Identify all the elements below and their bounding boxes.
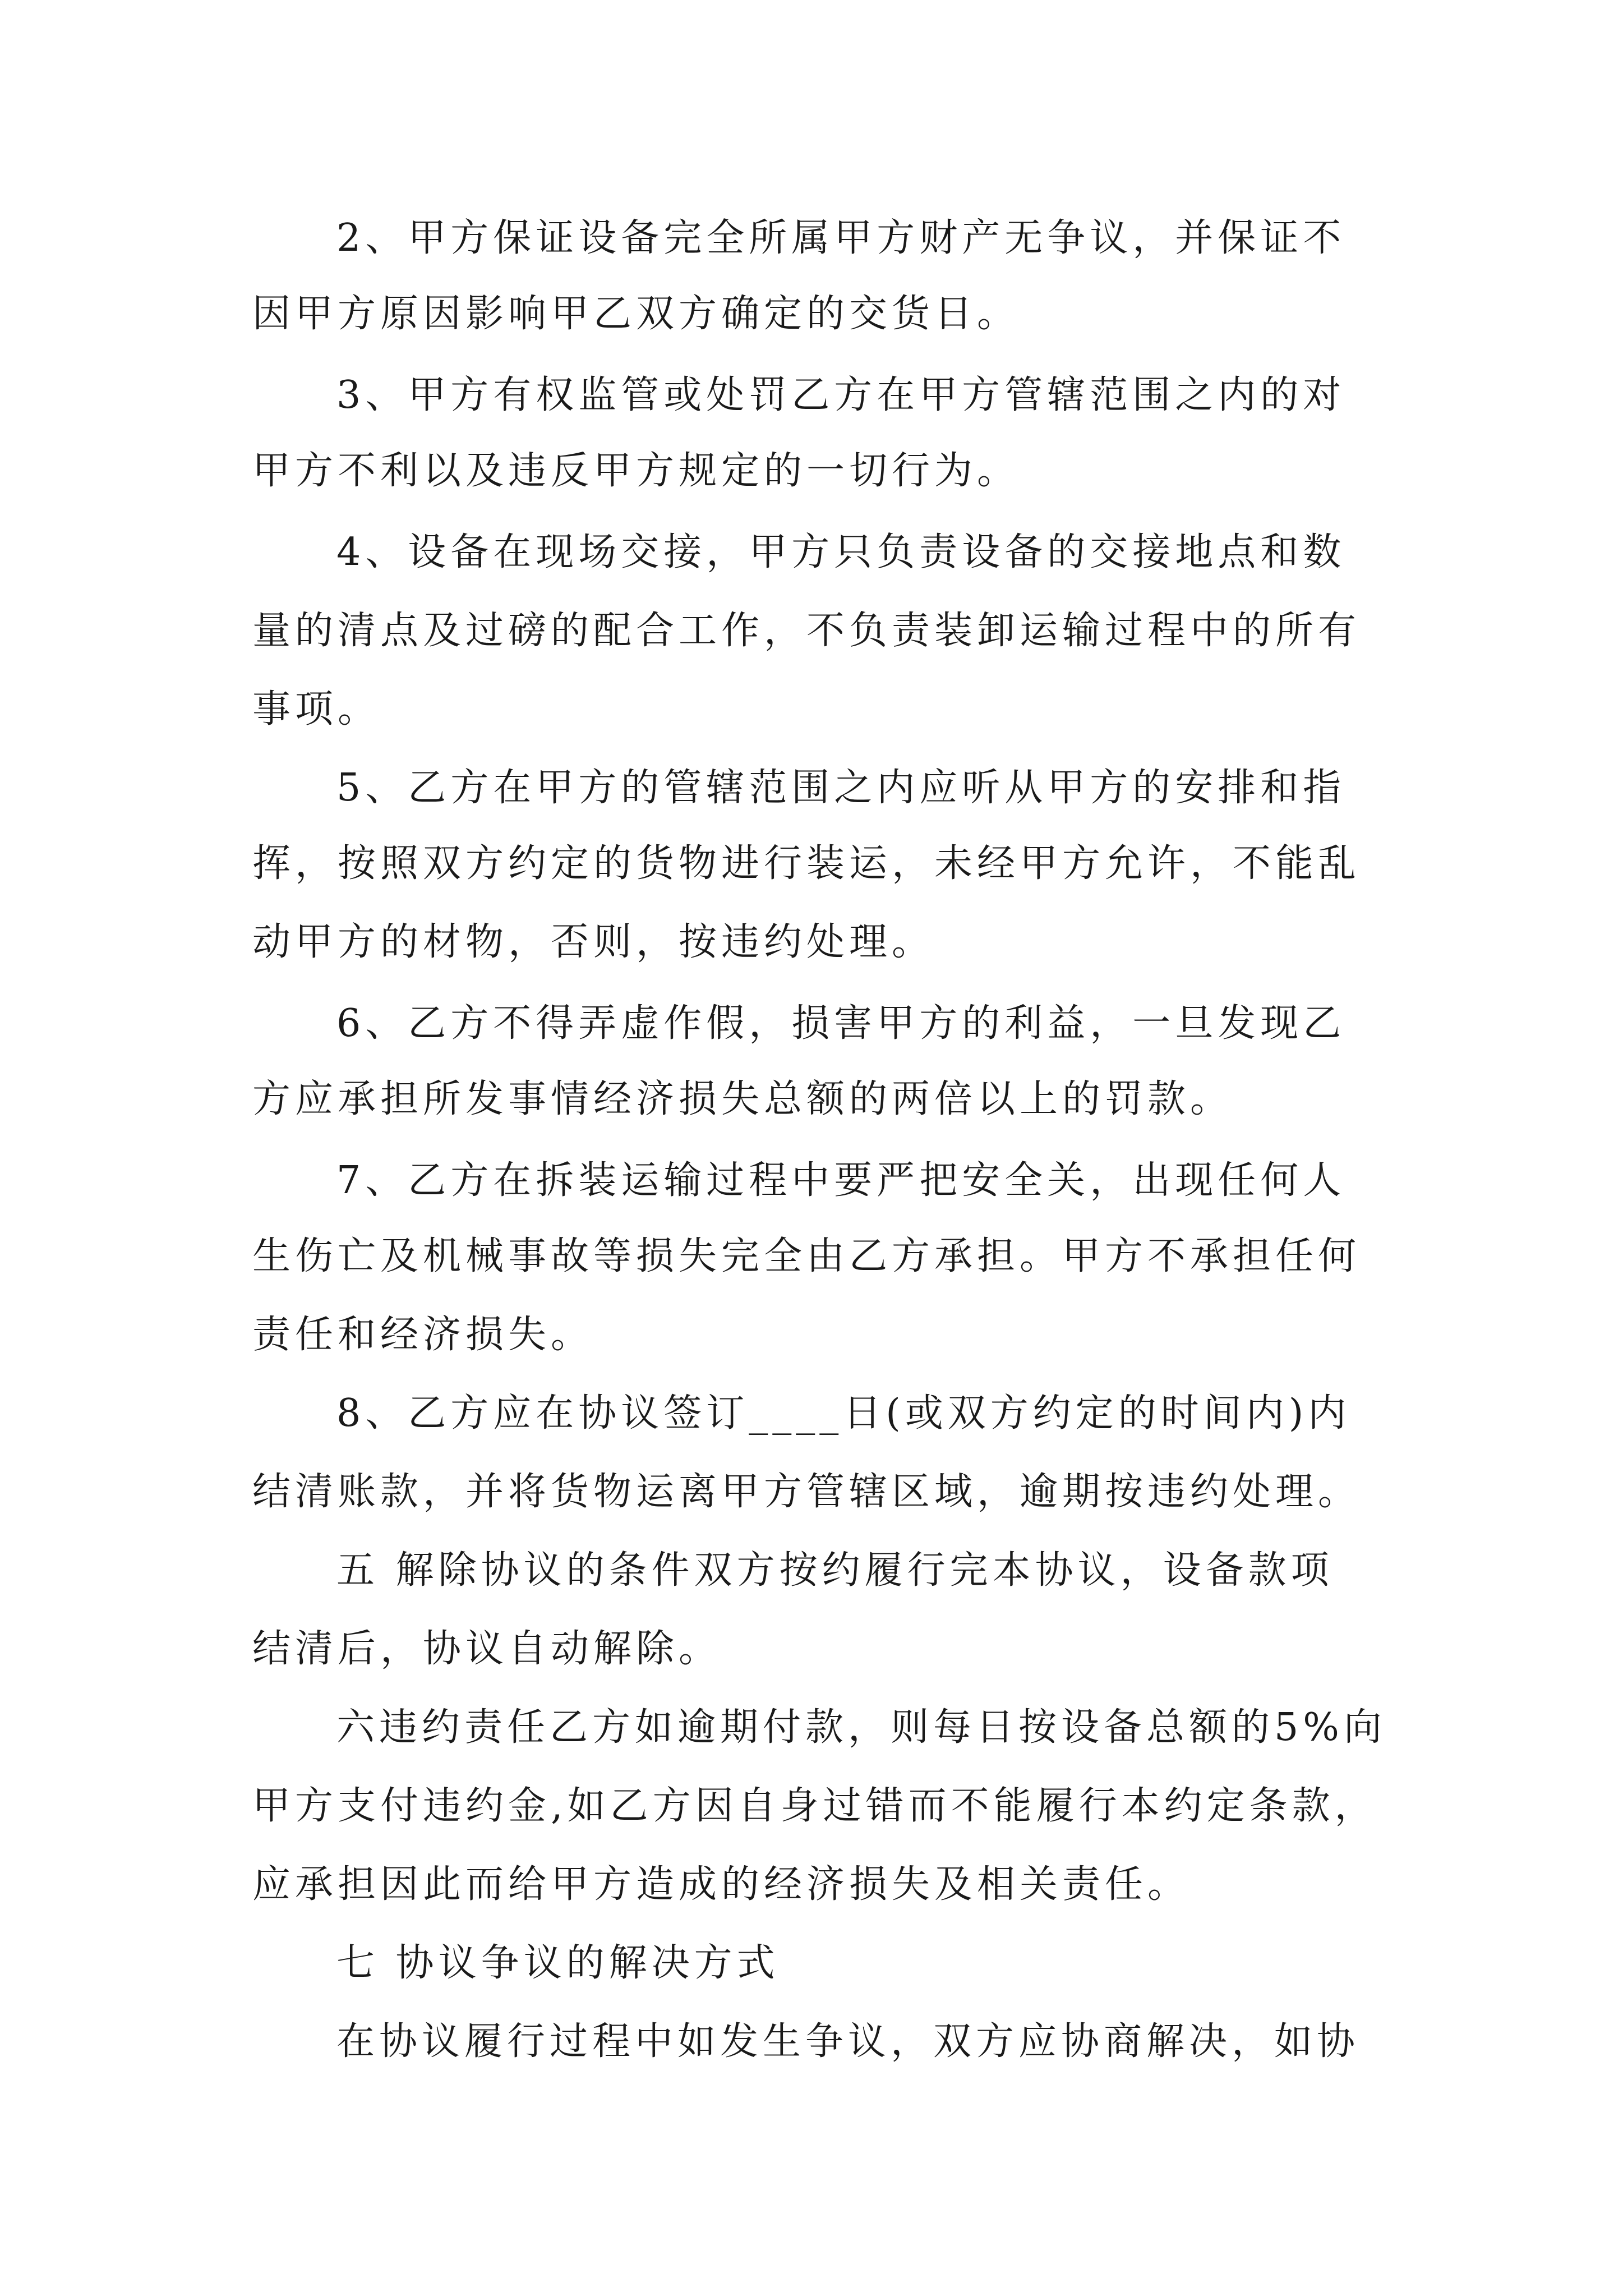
clause-2-line-2: 因甲方原因影响甲乙双方确定的交货日。 <box>252 292 1020 336</box>
clause-4-line-1: 4、设备在现场交接，甲方只负责设备的交接地点和数 <box>336 530 1346 574</box>
clause-7-line-2: 生伤亡及机械事故等损失完全由乙方承担。甲方不承担任何 <box>252 1234 1361 1278</box>
clause-3-line-1: 3、甲方有权监管或处罚乙方在甲方管辖范围之内的对 <box>336 373 1346 417</box>
section-5-line-1: 五 解除协议的条件双方按约履行完本协议，设备款项 <box>336 1548 1334 1593</box>
clause-5-line-2: 挥，按照双方约定的货物进行装运，未经甲方允许，不能乱 <box>252 841 1361 886</box>
clause-8-line-2: 结清账款，并将货物运离甲方管辖区域，逾期按违约处理。 <box>252 1470 1361 1514</box>
section-6-line-2: 甲方支付违约金,如乙方因自身过错而不能履行本约定条款， <box>252 1784 1377 1828</box>
clause-4-line-3: 事项。 <box>252 687 381 731</box>
clause-5-line-1: 5、乙方在甲方的管辖范围之内应听从甲方的安排和指 <box>336 766 1346 810</box>
section-6-line-1: 六违约责任乙方如逾期付款，则每日按设备总额的5%向 <box>336 1705 1386 1750</box>
clause-4-line-2: 量的清点及过磅的配合工作，不负责装卸运输过程中的所有 <box>252 609 1361 653</box>
section-5-line-2: 结清后，协议自动解除。 <box>252 1627 722 1671</box>
section-7-heading: 七 协议争议的解决方式 <box>336 1941 780 1985</box>
clause-6-line-2: 方应承担所发事情经济损失总额的两倍以上的罚款。 <box>252 1077 1233 1121</box>
clause-7-line-1: 7、乙方在拆装运输过程中要严把安全关，出现任何人 <box>336 1158 1346 1203</box>
clause-5-line-3: 动甲方的材物，否则，按违约处理。 <box>252 920 935 964</box>
section-6-line-3: 应承担因此而给甲方造成的经济损失及相关责任。 <box>252 1862 1191 1907</box>
clause-2-line-1: 2、甲方保证设备完全所属甲方财产无争议，并保证不 <box>336 216 1346 260</box>
clause-3-line-2: 甲方不利以及违反甲方规定的一切行为。 <box>252 449 1020 493</box>
section-7-line-1: 在协议履行过程中如发生争议，双方应协商解决，如协 <box>336 2019 1360 2064</box>
clause-7-line-3: 责任和经济损失。 <box>252 1313 594 1357</box>
clause-8-line-1: 8、乙方应在协议签订____日(或双方约定的时间内)内 <box>336 1391 1351 1435</box>
clause-6-line-1: 6、乙方不得弄虚作假，损害甲方的利益，一旦发现乙 <box>336 1001 1346 1046</box>
